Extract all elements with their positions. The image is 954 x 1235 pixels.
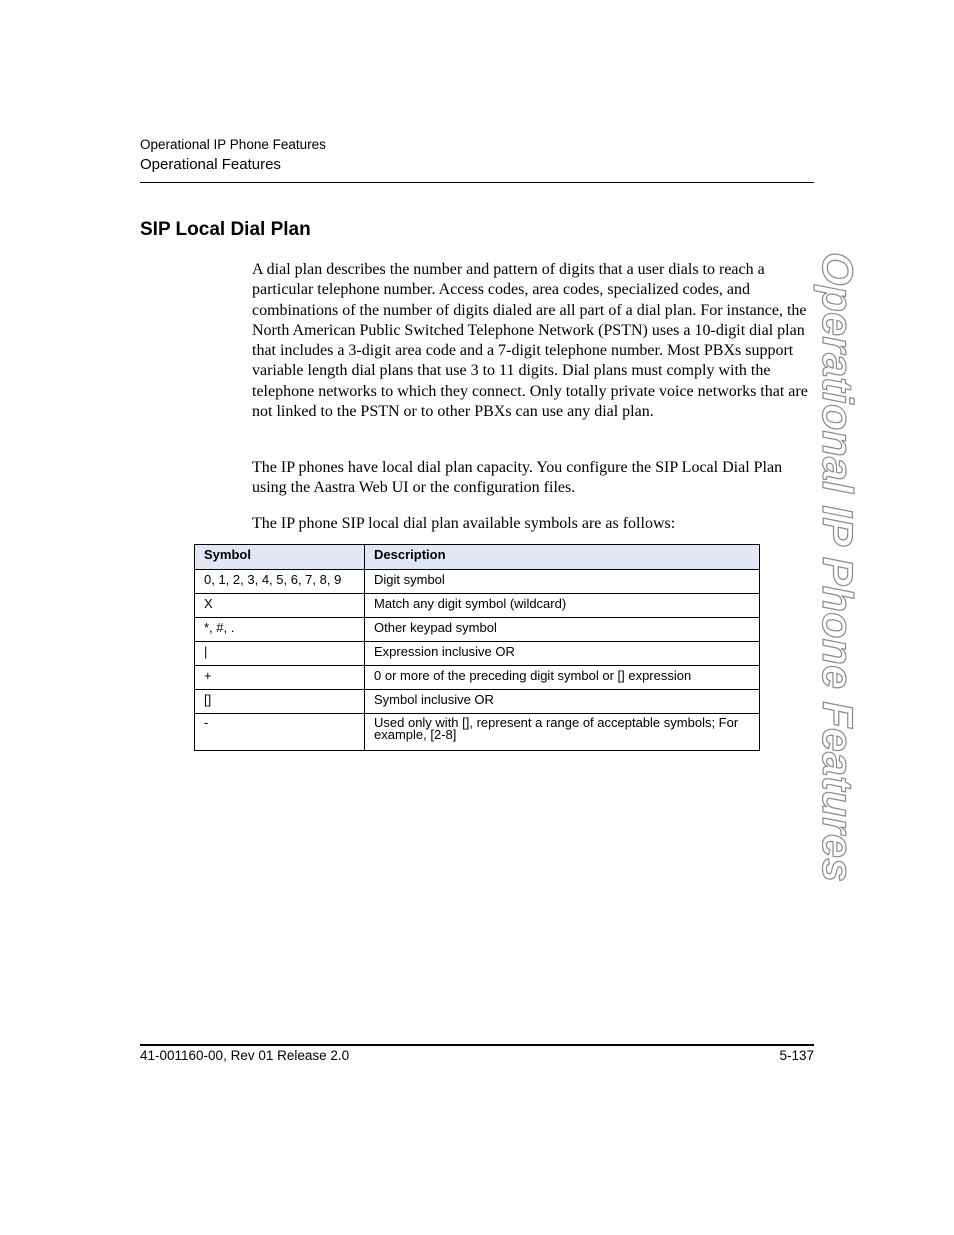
chapter-side-tab (812, 252, 862, 883)
symbol-cell: 0, 1, 2, 3, 4, 5, 6, 7, 8, 9 (195, 570, 365, 594)
description-cell: 0 or more of the preceding digit symbol or [] expression (365, 666, 760, 690)
table-row (195, 666, 760, 690)
table-row (195, 570, 760, 594)
description-cell: Used only with [], represent a range of acceptable symbols; For example, [2-8] (365, 714, 760, 751)
body-paragraph: The IP phone SIP local dial plan available symbols are as follows: (252, 515, 676, 532)
dial-plan-symbols-table (194, 544, 760, 751)
table-row (195, 618, 760, 642)
body-paragraph: The IP phones have local dial plan capacity. You configure the SIP Local Dial Plan using the Aastra Web UI or the configuration files. (252, 459, 783, 497)
section-title: SIP Local Dial Plan (140, 219, 311, 240)
symbol-cell: + (195, 666, 365, 690)
column-header-symbol: Symbol (195, 545, 365, 570)
symbol-cell: - (195, 714, 365, 751)
running-header-chapter: Operational IP Phone Features (140, 137, 326, 152)
table-row (195, 714, 760, 751)
description-cell: Digit symbol (365, 570, 760, 594)
header-divider (140, 182, 814, 183)
chapter-side-tab-label: Operational IP Phone Features (813, 252, 861, 883)
symbol-cell: | (195, 642, 365, 666)
description-cell: Expression inclusive OR (365, 642, 760, 666)
table-row (195, 690, 760, 714)
symbol-cell: [] (195, 690, 365, 714)
footer-page-number: 5-137 (779, 1048, 814, 1063)
table-row (195, 642, 760, 666)
footer-document-id: 41-001160-00, Rev 01 Release 2.0 (140, 1048, 350, 1063)
running-header-section: Operational Features (140, 156, 281, 173)
symbol-cell: *, #, . (195, 618, 365, 642)
body-paragraph: A dial plan describes the number and pattern of digits that a user dials to reach a particular telephone number. Access codes, area codes, specialized codes, and combinations of the number of digits dialed are all part of a dial plan. For instance, the North American Public Switched Telephone Network (PSTN) uses a 10-digit dial plan that includes a 3-digit area code and a 7-digit telephone number. Most PBXs support variable length dial plans that use 3 to 11 digits. Dial plans must comply with the telephone networks to which they connect. Only totally private voice networks that are not linked to the PSTN or to other PBXs can use any dial plan. (252, 261, 808, 421)
table-row (195, 594, 760, 618)
footer-divider (140, 1044, 814, 1046)
description-cell: Other keypad symbol (365, 618, 760, 642)
table-header-row (195, 545, 760, 570)
description-cell: Match any digit symbol (wildcard) (365, 594, 760, 618)
symbol-cell: X (195, 594, 365, 618)
column-header-description: Description (365, 545, 760, 570)
description-cell: Symbol inclusive OR (365, 690, 760, 714)
